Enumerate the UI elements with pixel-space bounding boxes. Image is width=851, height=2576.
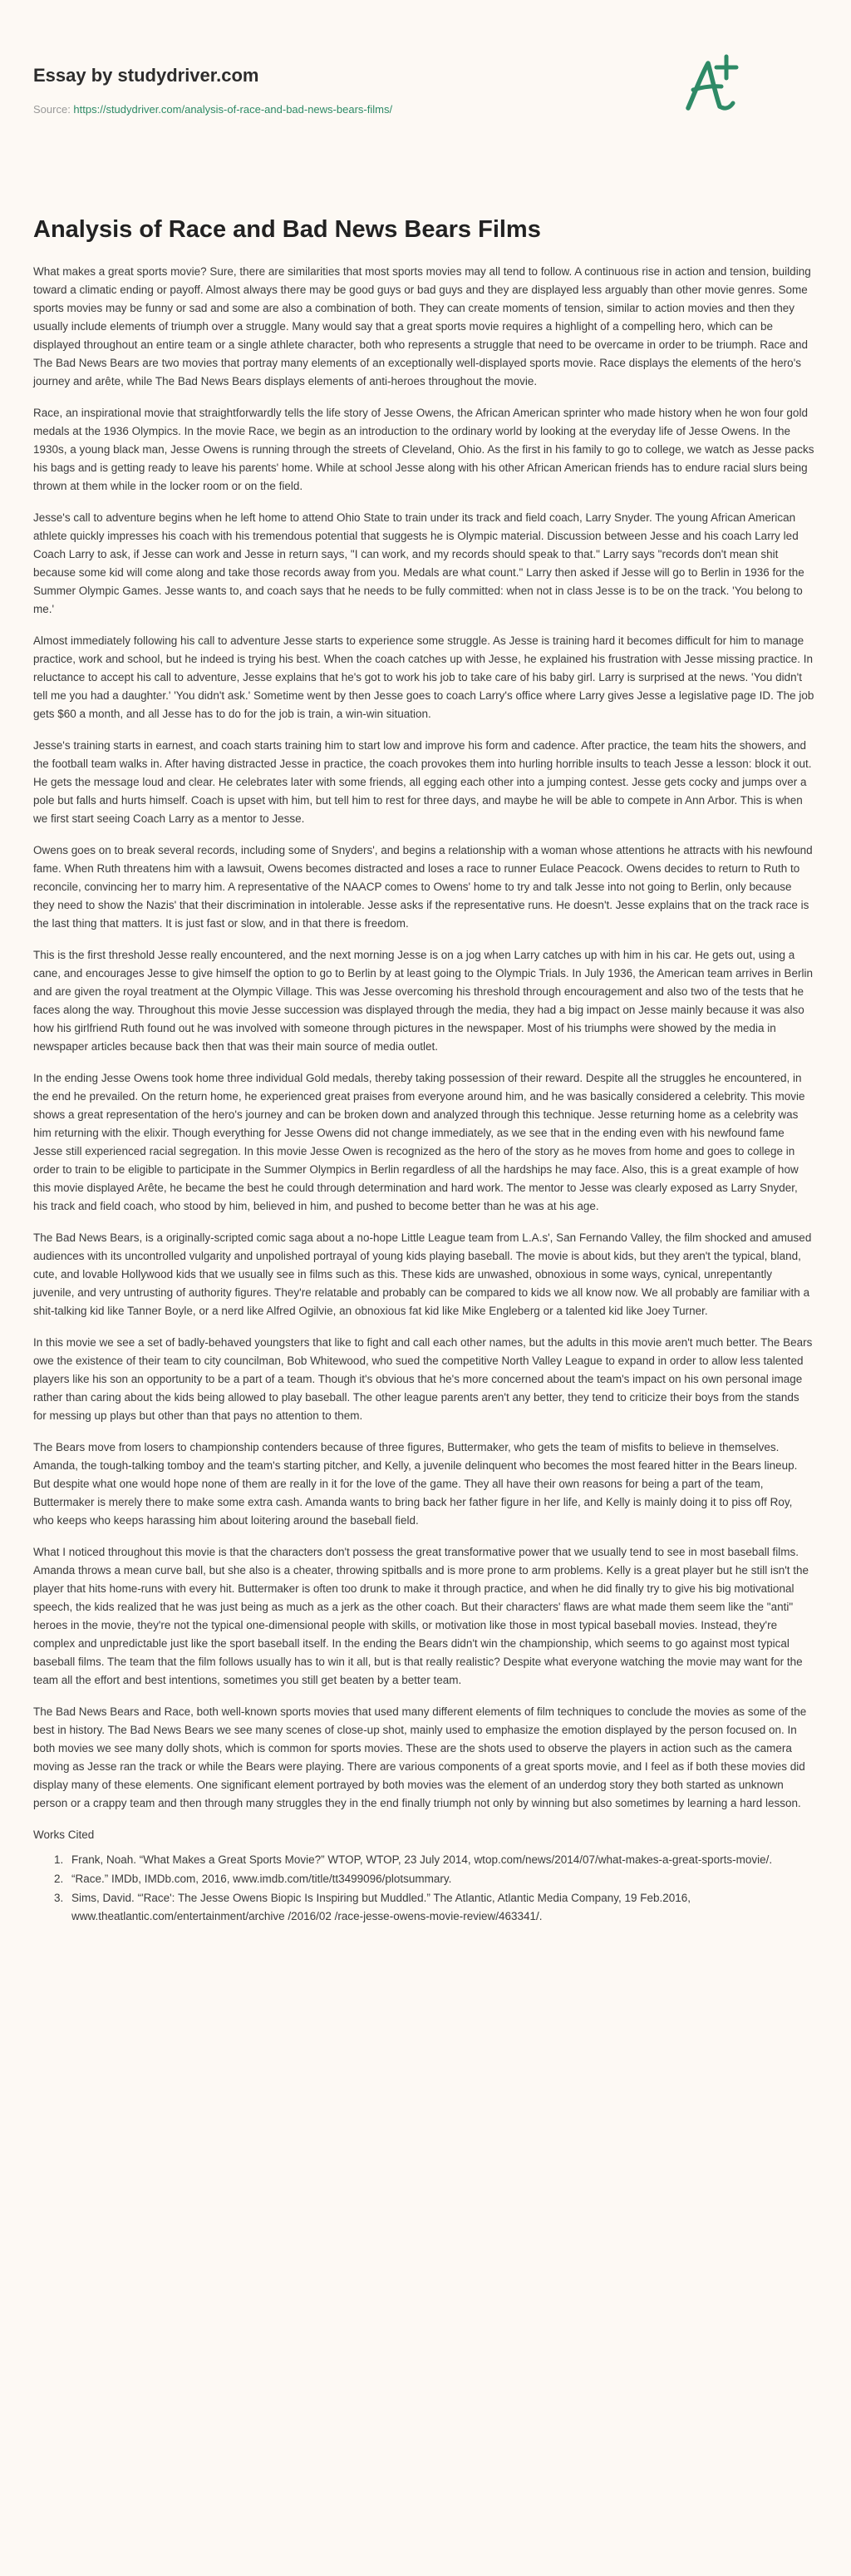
paragraph: Jesse's training starts in earnest, and coach starts training him to start low and improve his form and cadence. After practice, the team hits the showers, and the football team walks in. After having distracted Jesse in practice, the coach provokes them into hurling horrible insults to teach Jesse a lesson: block it out. He gets the message loud and clear. He celebrates later with some friends, all egging each other into a jumping contest. Jesse gets cocky and jumps over a pole but falls and hurts himself. Coach is upset with him, but tell him to rest for three days, and maybe he will be able to compete in Ann Arbor. This is when we first start seeing Coach Larry as a mentor to Jesse. [33,739,812,825]
paragraph: In the ending Jesse Owens took home three individual Gold medals, thereby taking possession of their reward. Despite all the struggles he encountered, in the end he prevailed. On the return home, he experienced great praises from everyone around him, and he was basically considered a celebrity. This movie shows a great representation of the hero's journey and can be broken down and analyzed through this technique. Jesse returning home as a celebrity was him returning with the elixir. Though everything for Jesse Owens did not change immediately, as we see that in the ending even with his newfound fame Jesse still experienced racial segregation. In this movie Jesse Owen is recognized as the hero of the story as he moves from home and goes to college in order to train to be eligible to participate in the Summer Olympics in Berlin regardless of all the hardships he may face. Also, this is a great example of how this movie displayed Arête, he became the best he could through determination and hard work. The mentor to Jesse was clearly exposed as Larry Snyder, his track and field coach, who stood by him, believed in him, and pushed to become better than he was at his age. [33,1072,805,1212]
paragraph: The Bears move from losers to championship contenders because of three figures, Buttermaker, who gets the team of misfits to believe in themselves. Amanda, the tough-talking tomboy and the team's starting pitcher, and Kelly, a juvenile delinquent who becomes the most feared hitter in the Bears lineup. But despite what one would hope none of them are really in it for the love of the game. They all have their own reasons for being a part of the team, Buttermaker is merely there to make some extra cash. Amanda wants to bring back her father figure in her life, and Kelly is mainly doing it to piss off Roy, who keeps who keeps harassing him about loitering around the baseball field. [33,1441,798,1527]
works-cited-heading: Works Cited [33,1828,95,1841]
paragraph: This is the first threshold Jesse really encountered, and the next morning Jesse is on a jog when Larry catches up with him in his car. He gets out, using a cane, and encourages Jesse to give himself the option to go to Berlin by at least going to the Olympic Trials. In July 1936, the American team arrives in Berlin and are given the royal treatment at the Olympic Village. This was Jesse overcoming his threshold through encouragement and also two of the tests that he faces along the way. Throughout this movie Jesse succession was displayed through the media, they had a big impact on Jesse mainly because it was also how his girlfriend Ruth found out he was involved with someone through pictures in the newspaper. Most of his triumphs were showed by the media in newspaper articles because back then that was their main source of media outlet. [33,949,813,1053]
source-link[interactable]: https://studydriver.com/analysis-of-race-and-bad-news-bears-films/ [73,103,393,116]
paragraph: In this movie we see a set of badly-behaved youngsters that like to fight and call each other names, but the adults in this movie aren't much better. The Bears owe the existence of their team to city councilman, Bob Whitewood, who sued the competitive North Valley League to expand in order to allow less talented players like his son an opportunity to be a part of a team. Though it's obvious that he's more concerned about the team's impact on his own personal image rather than caring about the kids being allowed to play baseball. The other league parents aren't any better, they tend to criticize their boys from the stands for messing up plays but other than that pays no attention to them. [33,1336,813,1422]
citation-item: 1. Frank, Noah. “What Makes a Great Sports Movie?” WTOP, WTOP, 23 July 2014, wtop.com/news/2014/07/what-makes-a-great-sports-movie/. [66,1851,814,1869]
source-line [33,103,392,116]
article [33,215,814,1927]
header [0,0,851,154]
paragraph: Almost immediately following his call to adventure Jesse starts to experience some struggle. As Jesse is training hard it becomes difficult for him to manage practice, work and school, but he indeed is trying his best. When the coach catches up with Jesse, he explained his frustration with Jesse missing practice. In reluctance to accept his call to adventure, Jesse explains that he's got to work his job to take care of his baby girl. Larry is surprised at the news. 'You didn't tell me you had a daughter.' 'You didn't ask.' Sometime went by then Jesse goes to coach Larry's office where Larry gives Jesse a legislative page ID. The job gets $60 a month, and all Jesse has to do for the job is train, a win-win situation. [33,634,814,720]
works-cited-list [33,1851,814,1926]
article-title: Analysis of Race and Bad News Bears Films [33,216,541,243]
citation-item: 3. Sims, David. “'Race': The Jesse Owens Biopic Is Inspiring but Muddled.” The Atlantic, Atlantic Media Company, 19 Feb.2016, www.theatlantic.com/entertainment/archive /2016/02 /race-jesse-owens-movie-review/463341/. [66,1889,814,1926]
logo-graphic [683,52,741,118]
source-label: Source: [33,103,74,116]
a-plus-logo-icon[interactable] [683,52,741,118]
paragraph: Race, an inspirational movie that straightforwardly tells the life story of Jesse Owens, the African American sprinter who made history when he won four gold medals at the 1936 Olympics. In the movie Race, we begin as an introduction to the ordinary world by looking at the everyday life of Jesse Owens. In the 1930s, a young black man, Jesse Owens is running through the streets of Cleveland, Ohio. As the first in his family to go to college, we watch as Jesse packs his bags and is getting ready to leave his parents' home. While at school Jesse along with his other African American friends has to endure racial slurs being thrown at them while in the locker room or on the field. [33,407,814,492]
paragraph: What makes a great sports movie? Sure, there are similarities that most sports movies may all tend to follow. A continuous rise in action and tension, building toward a climatic ending or payoff. Almost always there may be good guys or bad guys and they are displayed less arguably than other movie genres. Some sports movies may be funny or sad and some are also a combination of both. They can create moments of tension, similar to action movies and then they usually include elements of triumph over a struggle. Many would say that a great sports movie requires a highlight of a compelling hero, which can be displayed throughout an entire team or a single athlete character, both who represents a struggle that need to be overcame in order to be triumph. Race and The Bad News Bears are two movies that portray many elements of an exceptionally well-displayed sports movie. Race displays the elements of the hero's journey and arête, while The Bad News Bears displays elements of anti-heroes throughout the movie. [33,265,811,387]
paragraph: What I noticed throughout this movie is that the characters don't possess the great transformative power that we usually tend to see in most baseball films. Amanda throws a mean curve ball, but she also is a cheater, throwing spitballs and is more prone to arm problems. Kelly is a great player but he still isn't the player that hits home-runs with every hit. Buttermaker is often too drunk to make it through practice, and when he did finally try to give his big motivational speech, the kids realized that he was just being as much as a jerk as the other coach. But their characters' flaws are what made them seem like the "anti" heroes in the movie, they're not the typical one-dimensional people with skills, or motivation like those in most typical baseball movies. Instead, they're complex and unpredictable just like the sport baseball itself. In the ending the Bears didn't win the championship, which seems to go against most typical baseball films. The team that the film follows usually has to win it all, but is that really realistic? Despite what everyone watching the movie may want for the team all the effort and best intentions, sometimes you still get beaten by a better team. [33,1546,809,1686]
paragraph: Owens goes on to break several records, including some of Snyders', and begins a relationship with a woman whose attentions he attracts with his newfound fame. When Ruth threatens him with a lawsuit, Owens becomes distracted and loses a race to runner Eulace Peacock. Owens decides to return to Ruth to reconcile, convincing her to marry him. A representative of the NAACP comes to Owens' home to try and talk Jesse into not going to Berlin, only because they need to show the Nazis' that their discrimination in intolerable. Jesse asks if the representative runs. He doesn't. Jesse explains that on the track race is the last thing that matters. It is just fast or slow, and in that there is freedom. [33,844,813,930]
citation-item: 2. “Race.” IMDb, IMDb.com, 2016, www.imdb.com/title/tt3499096/plotsummary. [66,1870,814,1888]
site-title: Essay by studydriver.com [33,65,259,86]
paragraph: The Bad News Bears and Race, both well-known sports movies that used many different elements of film techniques to conclude the movies as some of the best in history. The Bad News Bears we see many scenes of close-up shot, mainly used to emphasize the emotion displayed by the person focused on. In both movies we see many dolly shots, which is common for sports movies. These are the shots used to observe the players in action such as the camera moving as Jesse ran the track or while the Bears were playing. There are various components of a great sports movie, and I feel as if both these movies did display many of these elements. One significant element portrayed by both movies was the element of an underdog story they both started as unknown person or a crappy team and then through many struggles they in the end finally triumph not only by winning but also sometimes by learning a hard lesson. [33,1705,807,1809]
paragraph: The Bad News Bears, is a originally-scripted comic saga about a no-hope Little League team from L.A.s', San Fernando Valley, the film shocked and amused audiences with its uncontrolled vulgarity and unpolished portrayal of young kids playing baseball. The movie is about kids, but they aren't the typical, bland, cute, and lovable Hollywood kids that we usually see in films such as this. These kids are unwashed, obnoxious in some ways, cynical, unrepentantly juvenile, and very untrusting of authority figures. They're relatable and probably can be compared to kids we all know now. We all probably are familiar with a shit-talking kid like Tanner Boyle, or a nerd like Alfred Ogilvie, an obnoxious fat kid like Mike Engleberg or a talented kid like Joey Turner. [33,1231,812,1317]
paragraph: Jesse's call to adventure begins when he left home to attend Ohio State to train under its track and field coach, Larry Snyder. The young African American athlete quickly impresses his coach with his tremendous potential that suggests he is Olympic material. Discussion between Jesse and his coach Larry led Coach Larry to ask, if Jesse can work and Jesse in return says, "I can work, and my records should speak to that." Larry says "records don't mean shit because some kid will come along and take those records away from you. Medals are what count." Larry then asked if Jesse will go to Berlin in 1936 for the Summer Olympic Games. Jesse wants to, and coach says that he needs to be fully committed: when not in class Jesse is to be on the track. 'You belong to me.' [33,511,804,615]
